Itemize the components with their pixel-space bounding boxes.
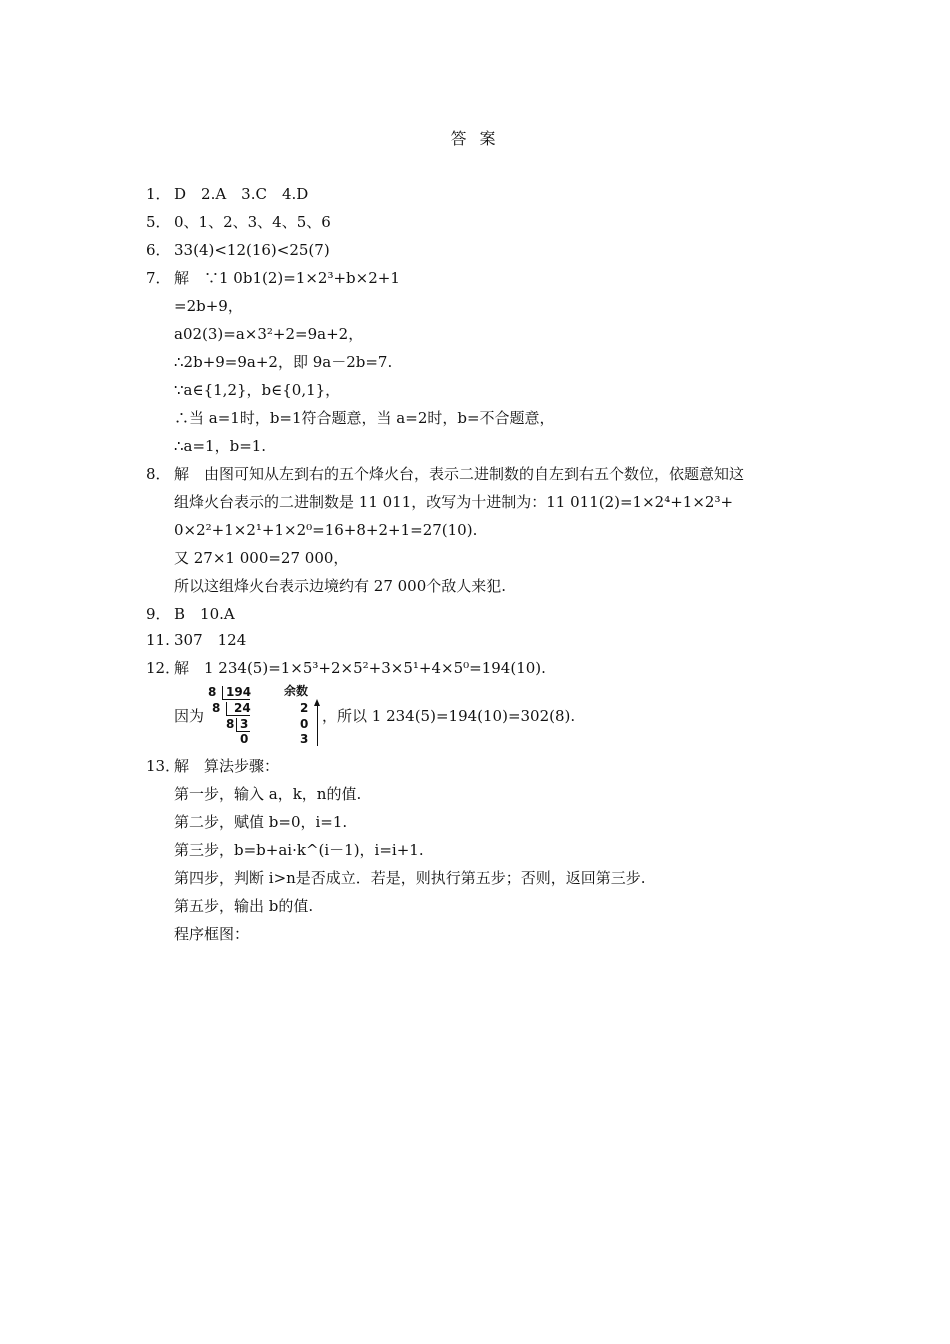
arrow-head-icon [314,699,320,706]
answer-text: 0、1、2、3、4、5、6 [174,213,331,231]
page-title: 答 案 [450,129,500,148]
divisor: 8 [208,685,217,699]
answer-text: B 10.A [174,605,235,623]
answer-text: 程序框图： [174,925,250,943]
answer-text: 解 由图可知从左到右的五个烽火台，表示二进制数的自左到右五个数位，依题意知这 [174,465,745,483]
answer-text: 第四步，判断 i>n是否成立．若是，则执行第五步；否则，返回第三步. [174,869,646,887]
answer-number: 8． [146,465,171,483]
division-value: 24 [234,701,251,715]
up-arrow-icon [317,704,318,746]
divisor: 8 [226,717,235,731]
answer-text: ∴a=1，b=1. [174,437,267,455]
answer-text: ∵a∈{1,2}，b∈{0,1}， [174,381,341,399]
answer-number: 13． [146,757,181,775]
answer-text: ，所以 1 234(5)=194(10)=302(8). [322,707,576,725]
answer-text: 解 算法步骤： [174,757,280,775]
division-value: 0 [240,732,249,746]
answer-number: 5． [146,213,171,231]
remainder: 3 [300,732,309,746]
remainder-label: 余数 [284,684,309,698]
answer-text: ∴当 a=1时，b=1符合题意，当 a=2时，b=不合题意， [174,409,555,427]
answer-text: a02(3)=a×3²+2=9a+2， [174,325,364,343]
answer-text: 第一步，输入 a，k，n的值. [174,785,362,803]
answer-text: 307 124 [174,631,247,649]
answer-text: 因为 [174,707,205,725]
answer-text: 33(4)<12(16)<25(7) [174,241,330,259]
division-value: 194 [226,685,252,699]
answer-text: =2b+9， [174,297,243,315]
answer-text: 又 27×1 000=27 000， [174,549,349,567]
divisor: 8 [212,701,221,715]
answer-number: 1． [146,185,171,203]
answer-text: 所以这组烽火台表示边境约有 27 000个敌人来犯. [174,577,507,595]
answer-text: 第五步，输出 b的值. [174,897,314,915]
answer-number: 9． [146,605,171,623]
answer-text: ∴2b+9=9a+2，即 9a－2b=7. [174,353,393,371]
remainder: 2 [300,701,309,715]
answer-text: 第二步，赋值 b=0，i=1. [174,813,348,831]
answer-text: 解 1 234(5)=1×5³+2×5²+3×5¹+4×5⁰=194(10). [174,659,546,677]
answer-text: 第三步，b=b+ai·k^(i－1)，i=i+1. [174,841,424,859]
remainder: 0 [300,717,309,731]
answer-text: D 2.A 3.C 4.D [174,185,309,203]
answer-text: 组烽火台表示的二进制数是 11 011，改写为十进制为：11 011(2)=1×2⁴+1×2³+ [174,493,734,511]
answer-text: 解 ∵1 0b1(2)=1×2³+b×2+1 [174,269,400,287]
division-value: 3 [240,717,249,731]
answer-number: 11. [146,631,170,649]
answer-number: 6． [146,241,171,259]
answer-text: 0×2²+1×2¹+1×2⁰=16+8+2+1=27(10). [174,521,478,539]
answer-number: 7． [146,269,171,287]
answer-number: 12． [146,659,181,677]
base-conversion-division [206,684,326,746]
